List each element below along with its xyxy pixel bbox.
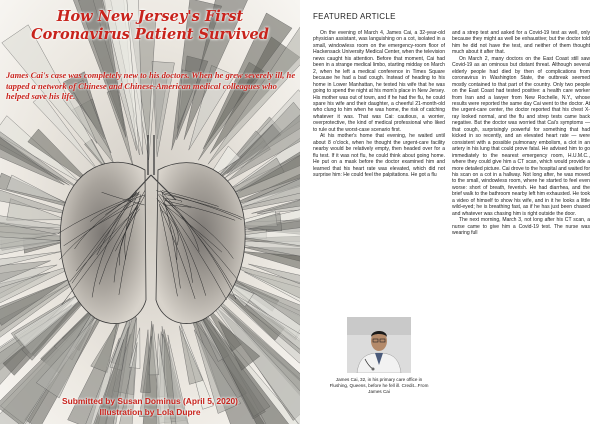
- byline: Submitted by Susan Dominus (April 5, 2020): [62, 396, 238, 406]
- article-column-right: [452, 30, 590, 422]
- article-title: [6, 8, 294, 44]
- section-label: FEATURED ARTICLE: [313, 12, 396, 21]
- paragraph: On the evening of March 4, James Cai, a 32-year-old physician assistant, was languishing on a cot, isolated in a small, windowless room on the emergency-room floor of Hackensack University Medical Center, when the television news caught his attention. Before that moment, Cai had been in a strange medical limbo, starting midday on March 2, when he left a medical conference in Times Square because he had a bad cough. Instead of heading to his home in Lower Manhattan, he texted his wife that he was going to spend the night at his mom's place in New Jersey. His mother was out of town, and if he had the flu, he could spare his wife and their daughter, a cheerful 21-month-old who clung to him when he was home, the risk of catching whatever it was. That was Cai: cautious, a worrier, overprotective, the kind of medical professional who liked to rule out the worst-case scenario first.: [313, 30, 445, 133]
- illustration-credit: Illustration by Lola Dupre: [99, 407, 201, 417]
- photo-caption: James Cai, 32, in his primary care office in Flushing, Queens, before he fell ill. Credit...From James Cai: [329, 377, 429, 394]
- paragraph: On March 2, many doctors on the East Coast still saw Covid-19 as an ominous but distant threat. Although several elderly people had died by then of complications from coronavirus in Washington State, the outbreak seemed mostly contained to that part of the country. Only two people on the East Coast had tested positive: a health care worker from Iran and a lawyer from New Rochelle, N.Y., whose results were reported the same day Cai went to the doctor. At the urgent-care center, the doctor reported that his chest X-ray looked normal, and the flu and strep tests came back negative. But the doctor was worried that Cai's symptoms — that cough, surprisingly powerful for something that had kicked in so recently, and an elevated heart rate — were consistent with a possible pulmonary embolism, a clot in an artery in his lung that could prove fatal. He advised him to go immediately to the nearest emergency room, H.U.M.C., where they could give him a CT scan, which would provide a more detailed picture. Cai drove to the hospital and waited for his scan on a cot in a hallway. Not long after, he was moved to the small, windowless room, where he started to feel even worse: short of breath, feverish. He had diarrhea, and the brief walk to the bathroom nearby left him exhausted. He took a video of himself to show his wife, and in it he looks a little wild-eyed; he is breathing fast, as if he has just been chased and whatever was chasing him is right outside the door.: [452, 55, 590, 217]
- paragraph: At his mother's home that evening, he waited until about 8 o'clock, when he thought the urgent-care facility nearby would be relatively empty, then headed over for a flu test. If it was not flu, he could think about going home. He put on a mask before the doctor examined him and learned that his heart rate was elevated, which did not surprise him: He could feel the palpitations. He got a flu: [313, 133, 445, 178]
- article-dek: James Cai's case was completely new to his doctors. When he grew severely ill, he tapped a network of Chinese and Chinese-American medical colleagues who helped save his life.: [6, 70, 296, 101]
- title-line-1: How New Jersey's First: [56, 8, 244, 25]
- title-line-2: Coronavirus Patient Survived: [31, 26, 269, 43]
- article-page: [300, 0, 600, 424]
- paragraph: The next morning, March 3, not long after his CT scan, a nurse came to give him a Covid-19 test. The nurse was wearing full: [452, 217, 590, 237]
- portrait-photo-icon: [347, 317, 411, 373]
- paragraph-continuation: and a strep test and asked for a Covid-19 test as well, only because they might as well be exhaustive; but the doctor told him he did not have the test, and neither of them thought much about it after that.: [452, 30, 590, 56]
